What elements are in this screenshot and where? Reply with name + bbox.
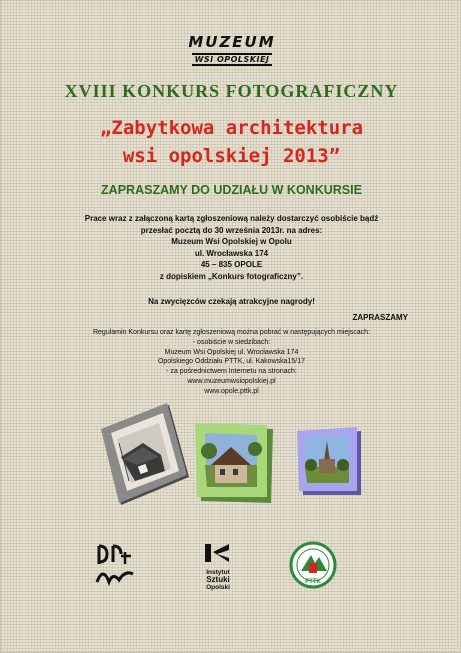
contest-heading: XVIII KONKURS FOTOGRAFICZNY <box>64 81 399 101</box>
instytut-sztuki-logo <box>197 542 239 590</box>
museum-logo <box>181 35 283 67</box>
submission-info <box>1 213 461 283</box>
rules-line: www.muzeumwsiopolskiej.pl <box>187 377 276 385</box>
rules-line: www.opole.pttk.pl <box>204 387 259 395</box>
green-photo-frame <box>193 421 275 505</box>
instytut-line-3: Opolski <box>206 584 230 591</box>
instytut-mark-icon <box>197 542 239 564</box>
pttk-label: PTTK <box>305 579 321 585</box>
rules-line: - osobiście w siedzibach: <box>192 338 271 346</box>
pttk-badge-logo <box>289 541 337 589</box>
logo-line-1: MUZEUM <box>188 33 276 51</box>
calligraphic-sponsor-logo <box>93 542 137 588</box>
closing-text: ZAPRASZAMY <box>352 313 408 322</box>
body-line: ul. Wrocławska 174 <box>194 248 269 258</box>
logo-line-2: WSI OPOLSKIEJ <box>192 53 273 66</box>
contest-title-line-2: wsi opolskiej 2013” <box>122 145 341 167</box>
rules-info <box>1 328 461 397</box>
body-line: Prace wraz z załączoną kartą zgłoszeniową należy dostarczyć osobiście bądź <box>84 214 379 223</box>
rules-line: - za pośrednictwem Internetu na stronach: <box>166 368 297 376</box>
body-line: z dopiskiem „Konkurs fotograficzny”. <box>159 271 304 281</box>
rules-line: Muzeum Wsi Opolskiej ul. Wrocławska 174 <box>164 348 299 356</box>
instytut-line-1: Instytut <box>206 569 230 576</box>
rules-line: Regulamin Konkursu oraz kartę zgłoszeniową można pobrać w następujących miejscach: <box>92 329 371 336</box>
contest-title-line-1: „Zabytkowa architektura <box>99 117 364 139</box>
body-line: przesłać pocztą do 30 września 2013r. na adres: <box>140 225 323 235</box>
invite-text: ZAPRASZAMY DO UDZIAŁU W KONKURSIE <box>101 183 362 197</box>
rules-line: Opolskiego Oddziału PTTK, ul. Kakowska15/17 <box>157 358 306 366</box>
gray-photo-frame <box>99 403 191 509</box>
prizes-text: Na zwycięzców czekają atrakcyjne nagrody! <box>148 297 315 306</box>
purple-photo-frame <box>295 427 363 497</box>
body-line: Muzeum Wsi Opolskiej w Opolu <box>171 237 292 247</box>
body-line: 45 – 835 OPOLE <box>200 260 263 270</box>
instytut-line-2: Sztuki <box>206 575 230 584</box>
